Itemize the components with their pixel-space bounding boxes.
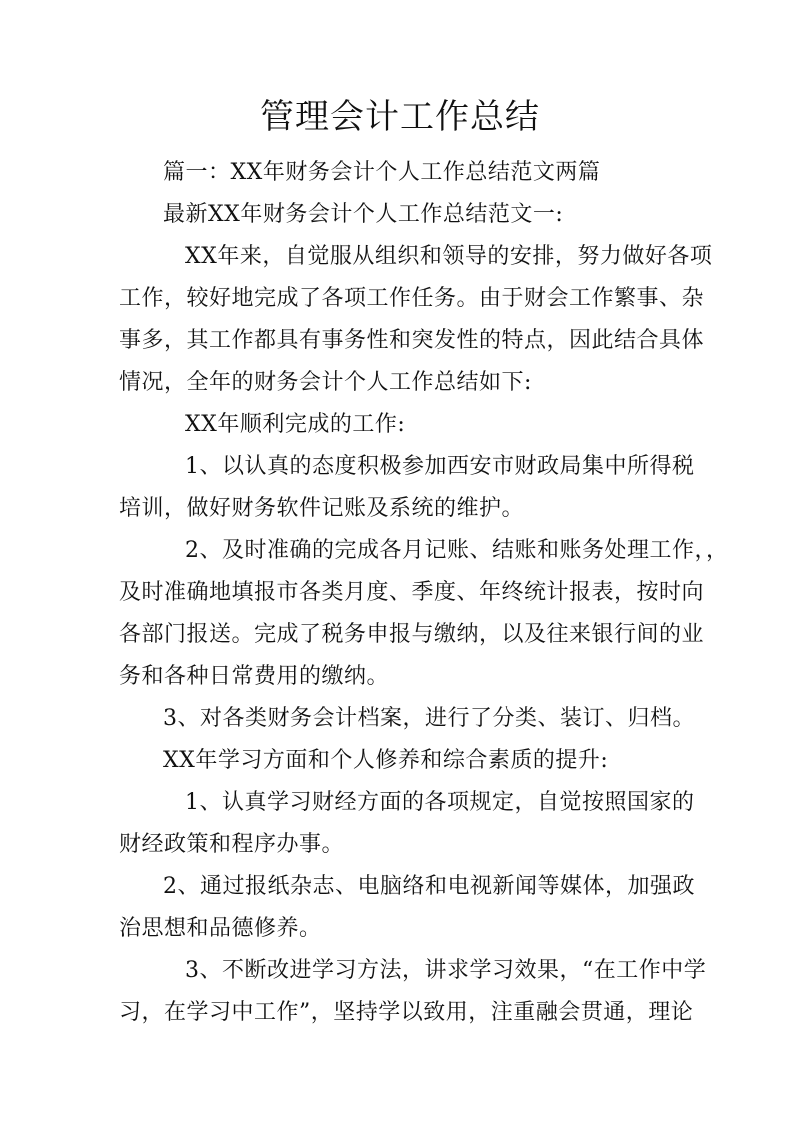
text-line-21: 习，在学习中工作”，坚持学以致用，注重融会贯通，理论 <box>119 1000 694 1025</box>
text-line-7: XX年顺利完成的工作: <box>185 412 406 437</box>
text-line-17: 财经政策和程序办事。 <box>119 832 345 857</box>
text-line-15: XX年学习方面和个人修养和综合素质的提升: <box>163 748 609 773</box>
text-line-3: XX年来，自觉服从组织和领导的安排，努力做好各项 <box>185 244 713 269</box>
text-line-6: 情况，全年的财务会计个人工作总结如下: <box>119 370 532 395</box>
text-line-14: 3、对各类财务会计档案，进行了分类、装订、归档。 <box>163 706 695 731</box>
document-title: 管理会计工作总结 <box>260 97 540 137</box>
text-line-20: 3、不断改进学习方法，讲求学习效果，“在工作中学 <box>185 958 707 983</box>
text-line-9: 培训，做好财务软件记账及系统的维护。 <box>119 496 525 521</box>
text-line-4: 工作，较好地完成了各项工作任务。由于财会工作繁事、杂 <box>119 286 705 311</box>
text-line-1: 篇一：XX年财务会计个人工作总结范文两篇 <box>163 160 601 185</box>
text-line-12: 各部门报送。完成了税务申报与缴纳，以及往来银行间的业 <box>119 622 705 647</box>
text-line-16: 1、认真学习财经方面的各项规定，自觉按照国家的 <box>185 790 695 815</box>
text-line-8: 1、以认真的态度积极参加西安市财政局集中所得税 <box>185 454 695 479</box>
text-line-13: 务和各种日常费用的缴纳。 <box>119 664 390 689</box>
text-line-11: 及时准确地填报市各类月度、季度、年终统计报表，按时向 <box>119 580 705 605</box>
text-line-5: 事多，其工作都具有事务性和突发性的特点，因此结合具体 <box>119 328 705 353</box>
text-line-19: 治思想和品德修养。 <box>119 916 322 941</box>
text-line-2: 最新XX年财务会计个人工作总结范文一: <box>163 202 564 227</box>
text-line-10: 2、及时准确的完成各月记账、结账和账务处理工作，， <box>185 538 729 563</box>
text-line-18: 2、通过报纸杂志、电脑络和电视新闻等媒体，加强政 <box>163 874 695 899</box>
